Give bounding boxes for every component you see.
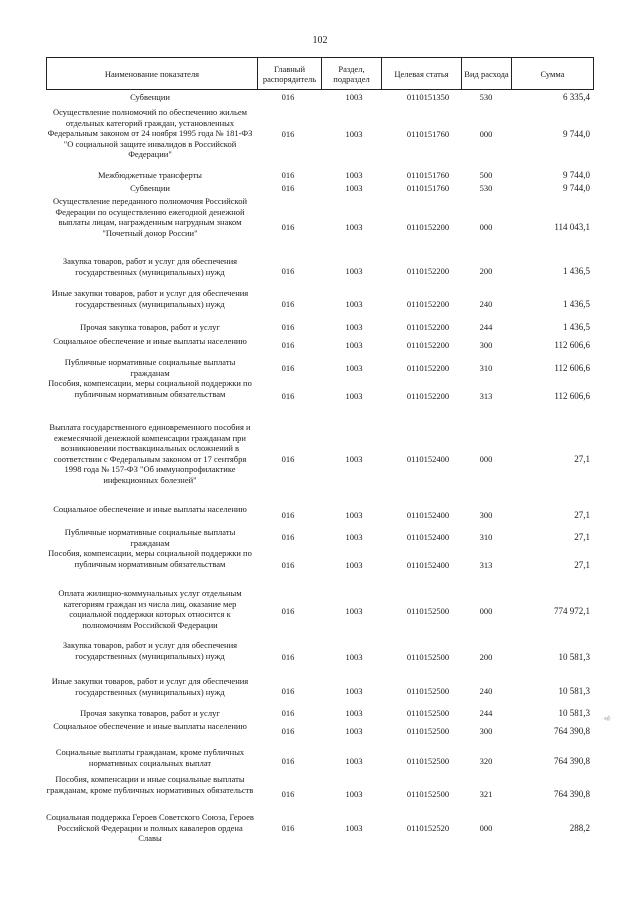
row-statya: 0110152500	[406, 708, 450, 718]
row-summa: 1 436,5	[563, 322, 590, 332]
row-summa: 1 436,5	[563, 266, 590, 276]
row-name: Пособия, компенсации и иные социальные выплаты гражданам, кроме публичных нормативных обязательств	[46, 774, 254, 795]
row-vid: 240	[479, 686, 493, 696]
row-glavny: 016	[281, 532, 295, 542]
row-razdel: 1003	[345, 606, 363, 616]
row-vid: 310	[479, 363, 493, 373]
header-statya: Целевая статья	[381, 58, 461, 89]
row-vid: 000	[479, 222, 493, 232]
row-summa: 288,2	[569, 823, 590, 833]
row-statya: 0110151760	[406, 183, 450, 193]
row-summa: 27,1	[574, 510, 590, 520]
row-razdel: 1003	[345, 652, 363, 662]
row-glavny: 016	[281, 391, 295, 401]
row-vid: 200	[479, 652, 493, 662]
row-razdel: 1003	[345, 322, 363, 332]
row-name: Пособия, компенсации, меры социальной поддержки по публичным нормативным обязательствам	[48, 378, 252, 399]
header-summa: Сумма	[511, 58, 593, 89]
row-vid: 300	[479, 726, 493, 736]
row-vid: 244	[479, 322, 493, 332]
row-name: Социальные выплаты гражданам, кроме публичных нормативных социальных выплат	[55, 747, 245, 768]
row-vid: 500	[479, 170, 493, 180]
row-glavny: 016	[281, 606, 295, 616]
header-razdel: Раздел, подраздел	[321, 58, 381, 89]
row-statya: 0110152500	[406, 606, 450, 616]
row-name: Осуществление полномочий по обеспечению жильем отдельных категорий граждан, установленных Федеральным законом от 24 ноября 1995 года № 181-ФЗ "О социальной защите инвалидов в Российской Федерации"	[47, 107, 253, 159]
row-statya: 0110152200	[406, 222, 450, 232]
row-summa: 9 744,0	[563, 170, 590, 180]
row-razdel: 1003	[345, 532, 363, 542]
row-glavny: 016	[281, 560, 295, 570]
row-name: Иные закупки товаров, работ и услуг для обеспечения государственных (муниципальных) нужд	[51, 676, 249, 697]
row-glavny: 016	[281, 686, 295, 696]
row-summa: 112 606,6	[554, 363, 590, 373]
row-summa: 764 390,8	[554, 726, 590, 736]
row-summa: 112 606,6	[554, 340, 590, 350]
row-vid: 321	[479, 789, 493, 799]
row-glavny: 016	[281, 756, 295, 766]
row-glavny: 016	[281, 299, 295, 309]
row-summa: 27,1	[574, 532, 590, 542]
row-razdel: 1003	[345, 823, 363, 833]
row-statya: 0110151760	[406, 129, 450, 139]
row-name: Межбюджетные трансферты	[97, 170, 203, 180]
row-statya: 0110152200	[406, 340, 450, 350]
row-vid: 530	[479, 183, 493, 193]
row-vid: 300	[479, 340, 493, 350]
row-name: Закупка товаров, работ и услуг для обеспечения государственных (муниципальных) нужд	[62, 640, 238, 661]
row-razdel: 1003	[345, 363, 363, 373]
row-summa: 114 043,1	[554, 222, 590, 232]
row-summa: 774 972,1	[554, 606, 590, 616]
row-summa: 10 581,3	[558, 708, 590, 718]
row-statya: 0110152400	[406, 510, 450, 520]
row-razdel: 1003	[345, 789, 363, 799]
row-glavny: 016	[281, 510, 295, 520]
row-razdel: 1003	[345, 686, 363, 696]
row-name: Закупка товаров, работ и услуг для обеспечения государственных (муниципальных) нужд	[62, 256, 238, 277]
row-vid: 000	[479, 823, 493, 833]
row-razdel: 1003	[345, 454, 363, 464]
row-statya: 0110152500	[406, 652, 450, 662]
row-glavny: 016	[281, 129, 295, 139]
row-statya: 0110152500	[406, 756, 450, 766]
row-glavny: 016	[281, 170, 295, 180]
row-name: Социальное обеспечение и иные выплаты населению	[53, 336, 247, 346]
row-razdel: 1003	[345, 510, 363, 520]
row-name: Публичные нормативные социальные выплаты гражданам	[64, 357, 236, 378]
row-glavny: 016	[281, 340, 295, 350]
row-statya: 0110152200	[406, 391, 450, 401]
row-glavny: 016	[281, 454, 295, 464]
row-summa: 764 390,8	[554, 789, 590, 799]
row-vid: 000	[479, 454, 493, 464]
row-glavny: 016	[281, 322, 295, 332]
row-name: Публичные нормативные социальные выплаты гражданам	[64, 527, 236, 548]
row-razdel: 1003	[345, 222, 363, 232]
row-summa: 27,1	[574, 454, 590, 464]
row-razdel: 1003	[345, 340, 363, 350]
row-glavny: 016	[281, 363, 295, 373]
row-summa: 9 744,0	[563, 129, 590, 139]
row-glavny: 016	[281, 92, 295, 102]
row-name: Социальное обеспечение и иные выплаты населению	[53, 721, 247, 731]
row-vid: 200	[479, 266, 493, 276]
row-statya: 0110152500	[406, 726, 450, 736]
row-statya: 0110151350	[406, 92, 450, 102]
row-name: Прочая закупка товаров, работ и услуг	[80, 322, 220, 332]
row-name: Осуществление переданного полномочия Российской Федерации по осуществлению ежегодной денежной выплаты лицам, награжденным нагрудным знаком "Почетный донор России"	[52, 196, 248, 238]
row-vid: 000	[479, 606, 493, 616]
row-name: Социальная поддержка Героев Советского Союза, Героев Российской Федерации и полных кавалеров ордена Славы	[46, 812, 254, 843]
page-number: 102	[312, 35, 328, 46]
row-summa: 1 436,5	[563, 299, 590, 309]
row-statya: 0110152400	[406, 560, 450, 570]
row-vid: 310	[479, 532, 493, 542]
row-statya: 0110152500	[406, 686, 450, 696]
row-glavny: 016	[281, 789, 295, 799]
row-glavny: 016	[281, 823, 295, 833]
row-statya: 0110152200	[406, 322, 450, 332]
row-vid: 530	[479, 92, 493, 102]
row-razdel: 1003	[345, 92, 363, 102]
row-glavny: 016	[281, 183, 295, 193]
row-name: Прочая закупка товаров, работ и услуг	[80, 708, 220, 718]
row-glavny: 016	[281, 726, 295, 736]
row-name: Выплата государственного единовременного пособия и ежемесячной денежной компенсации гражданам при возникновении поствакцинальных осложнений в соответствии с Федеральным законом от 17 сентября 1998 года № 157-ФЗ "Об иммунопрофилактике инфекционных болезней"	[49, 422, 251, 485]
row-summa: 27,1	[574, 560, 590, 570]
row-summa: 10 581,3	[558, 652, 590, 662]
scan-artifact: ·ǝ₫·	[602, 716, 612, 722]
row-razdel: 1003	[345, 391, 363, 401]
row-vid: 300	[479, 510, 493, 520]
row-statya: 0110152200	[406, 266, 450, 276]
row-name: Оплата жилищно-коммунальных услуг отдельным категориям граждан из числа лиц, оказание мер социальной поддержки которых относится к полномочиям Российской Федерации	[58, 588, 242, 630]
row-statya: 0110151760	[406, 170, 450, 180]
row-razdel: 1003	[345, 266, 363, 276]
row-razdel: 1003	[345, 726, 363, 736]
row-razdel: 1003	[345, 756, 363, 766]
row-summa: 10 581,3	[558, 686, 590, 696]
row-vid: 313	[479, 560, 493, 570]
header-glavny: Главный распорядитель	[257, 58, 321, 89]
row-name: Субвенции	[130, 183, 170, 193]
row-vid: 320	[479, 756, 493, 766]
row-glavny: 016	[281, 708, 295, 718]
row-razdel: 1003	[345, 708, 363, 718]
header-name: Наименование показателя	[104, 68, 200, 79]
row-razdel: 1003	[345, 129, 363, 139]
row-glavny: 016	[281, 266, 295, 276]
row-name: Пособия, компенсации, меры социальной поддержки по публичным нормативным обязательствам	[48, 548, 252, 569]
row-summa: 112 606,6	[554, 391, 590, 401]
row-razdel: 1003	[345, 560, 363, 570]
row-summa: 764 390,8	[554, 756, 590, 766]
row-statya: 0110152400	[406, 532, 450, 542]
row-vid: 244	[479, 708, 493, 718]
row-statya: 0110152200	[406, 363, 450, 373]
row-vid: 000	[479, 129, 493, 139]
row-name: Субвенции	[130, 92, 170, 102]
row-razdel: 1003	[345, 299, 363, 309]
row-razdel: 1003	[345, 170, 363, 180]
row-vid: 313	[479, 391, 493, 401]
row-statya: 0110152520	[406, 823, 450, 833]
row-vid: 240	[479, 299, 493, 309]
row-statya: 0110152400	[406, 454, 450, 464]
row-glavny: 016	[281, 652, 295, 662]
row-summa: 9 744,0	[563, 183, 590, 193]
row-razdel: 1003	[345, 183, 363, 193]
header-vid: Вид расхода	[461, 58, 511, 89]
row-name: Социальное обеспечение и иные выплаты населению	[53, 504, 247, 514]
row-statya: 0110152500	[406, 789, 450, 799]
row-glavny: 016	[281, 222, 295, 232]
row-statya: 0110152200	[406, 299, 450, 309]
row-name: Иные закупки товаров, работ и услуг для обеспечения государственных (муниципальных) нужд	[51, 288, 249, 309]
row-summa: 6 335,4	[563, 92, 590, 102]
